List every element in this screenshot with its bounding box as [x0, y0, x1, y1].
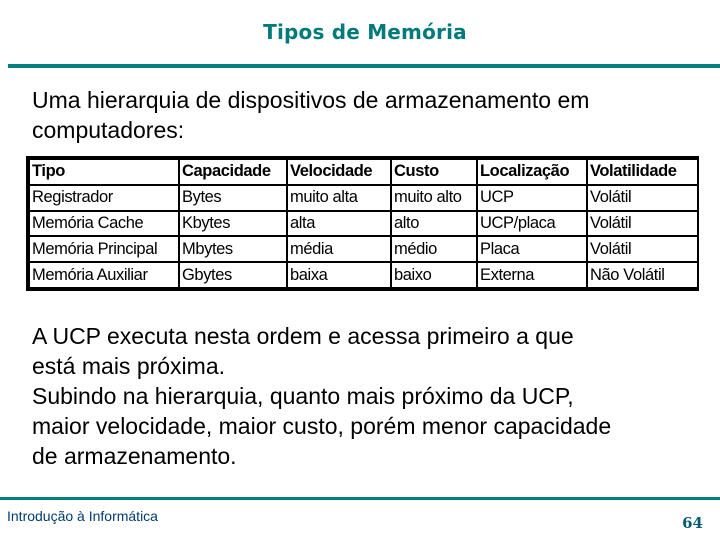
title-divider [8, 64, 720, 68]
table-cell: Externa [477, 262, 587, 288]
footer-divider [0, 497, 720, 500]
table-header-cell: Localização [477, 159, 587, 185]
intro-text: Uma hierarquia de dispositivos de armazenamento em computadores: [32, 87, 590, 143]
table-header-cell: Capacidade [179, 159, 287, 185]
table-cell: baixa [287, 262, 391, 288]
table-cell: UCP [477, 185, 587, 211]
table-cell: Registrador [29, 185, 179, 211]
explanation-text [32, 321, 702, 471]
table-cell: Memória Auxiliar [29, 262, 179, 288]
table-cell: Gbytes [179, 262, 287, 288]
explanation-line: Subindo na hierarquia, quanto mais próximo da UCP, [32, 383, 574, 409]
table-cell: Mbytes [179, 236, 287, 262]
memory-table-frame [26, 156, 699, 291]
table-cell: Não Volátil [587, 262, 698, 288]
table-cell: muito alta [287, 185, 391, 211]
table-cell: Volátil [587, 211, 698, 237]
explanation-line: está mais próxima. [32, 353, 226, 379]
table-cell: UCP/placa [477, 211, 587, 237]
table-row [29, 185, 698, 211]
table-row [29, 236, 698, 262]
page-number: 64 [682, 514, 703, 532]
table-header-cell: Custo [391, 159, 477, 185]
table-cell: Kbytes [179, 211, 287, 237]
table-cell: médio [391, 236, 477, 262]
table-header-cell: Tipo [29, 159, 179, 185]
table-row [29, 262, 698, 288]
table-header-cell: Velocidade [287, 159, 391, 185]
explanation-line: maior velocidade, maior custo, porém menor capacidade [32, 413, 612, 439]
table-cell: Volátil [587, 185, 698, 211]
table-cell: muito alto [391, 185, 477, 211]
table-cell: alto [391, 211, 477, 237]
explanation-line: A UCP executa nesta ordem e acessa primeiro a que [32, 323, 574, 349]
slide-title: Tipos de Memória [263, 20, 467, 44]
table-row [29, 211, 698, 237]
table-header-cell: Volatilidade [587, 159, 698, 185]
table-cell: média [287, 236, 391, 262]
table-cell: Volátil [587, 236, 698, 262]
table-cell: baixo [391, 262, 477, 288]
explanation-line: de armazenamento. [32, 443, 237, 469]
memory-hierarchy-table [28, 158, 699, 289]
table-header-row [29, 159, 698, 185]
table-cell: Memória Principal [29, 236, 179, 262]
footer-course-title: Introdução à Informática [7, 508, 158, 524]
table-cell: alta [287, 211, 391, 237]
table-cell: Placa [477, 236, 587, 262]
table-cell: Bytes [179, 185, 287, 211]
table-cell: Memória Cache [29, 211, 179, 237]
